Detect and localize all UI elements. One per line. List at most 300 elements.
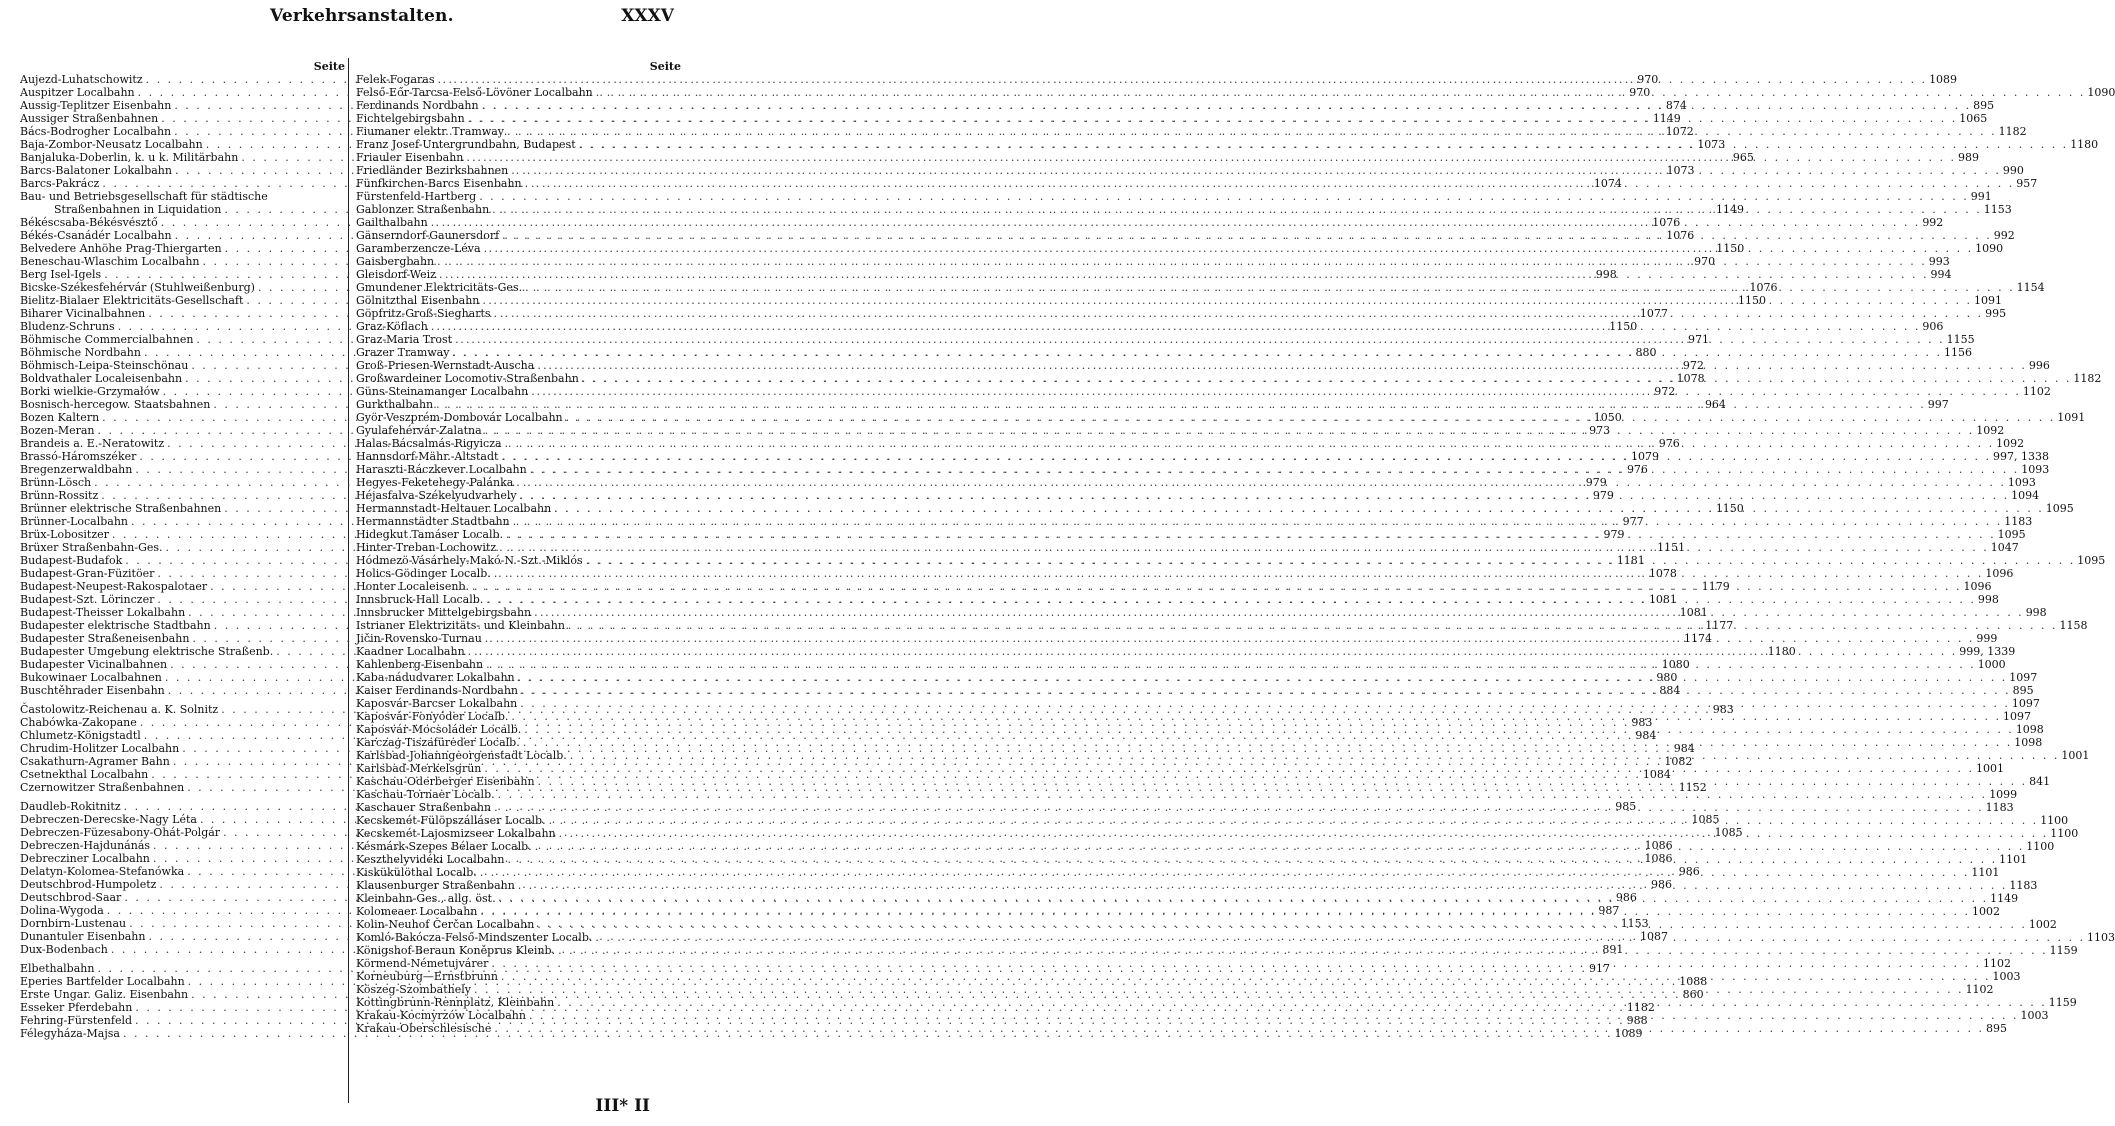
entry-name: Erste Ungar. Galiz. Eisenbahn [20, 988, 189, 1001]
entry-page: 1098 [2014, 736, 2043, 749]
entry-name: Deutschbrod-Humpoletz [20, 878, 157, 891]
dot-leader [465, 645, 1958, 658]
entry-page: 973 [1589, 424, 1611, 437]
entry-name: Korneuburg—Ernstbrunn [356, 970, 498, 983]
entry-name: Göpfritz-Groß-Siegharts [356, 307, 491, 320]
entry-page: 1177 [1705, 619, 1734, 632]
entry-name: Brandeis a. E.-Neratowitz [20, 437, 165, 450]
dot-leader [491, 801, 1984, 814]
dot-leader [428, 320, 1921, 333]
entry-page: 1154 [2016, 281, 2045, 294]
entry-name: Kaba-nádudvarer Lokalbahn [356, 671, 515, 684]
entry-name: Gurkthalbahn [356, 398, 434, 411]
entry-name: Hegyes-Feketehegy-Palánka [356, 476, 514, 489]
dot-leader [505, 853, 1998, 866]
entry-name: Krakau-Kocmyrzów Localbahn [356, 1009, 526, 1022]
entry-page: 1179 [1701, 580, 1730, 593]
entry-page: 998 [1977, 593, 1999, 606]
entry-page: 970 [1629, 86, 1651, 99]
entry-page: 1183 [2004, 515, 2033, 528]
entry-page: 989 [1957, 151, 1979, 164]
entry-name: Budapester Vicinalbahnen [20, 658, 168, 671]
entry-name: Dunantuler Eisenbahn [20, 930, 146, 943]
entry-name: Delatyn-Kolomea-Stefanówka [20, 865, 185, 878]
dot-leader [499, 229, 1992, 242]
entry-page: 1088 [1679, 975, 1708, 988]
entry-name: Dolina-Wygoda [20, 904, 104, 917]
entry-name: Bukowinaer Localbahnen [20, 671, 162, 684]
entry-name: Brüxer Straßenbahn-Ges. [20, 541, 163, 554]
entry-page: 841 [2029, 775, 2051, 788]
dot-leader [491, 567, 1984, 580]
entry-name: Kaschau-Tornaer Localb. [356, 788, 495, 801]
entry-page: 1076 [1666, 229, 1695, 242]
entry-name: Felső-Eőr-Tarcsa-Felső-Lövöner Localbahn [356, 86, 593, 99]
entry-page: 999 [1976, 632, 1998, 645]
entry-page: 895 [2012, 684, 2034, 697]
entry-page: 997, 1338 [1993, 450, 2049, 463]
entry-page: 999, 1339 [1959, 645, 2016, 658]
entry-name: Karlsbad-Merkelsgrün [356, 762, 482, 775]
dot-leader [434, 73, 1927, 86]
entry-page: 1001 [1975, 762, 2004, 775]
entry-page: 1100 [2050, 827, 2079, 840]
entry-name: Aujezd-Luhatschowitz [20, 73, 143, 86]
entry-name: Kahlenberg-Eisenbahn [356, 658, 484, 671]
entry-name: Debreczen-Derecske-Nagy Léta [20, 813, 197, 826]
entry-page: 1073 [1666, 164, 1695, 177]
entry-name: Budapester Straßeneisenbahn [20, 632, 190, 645]
entry-page: 1001 [2061, 749, 2090, 762]
entry-name: Fünfkirchen-Barcs Eisenbahn [356, 177, 522, 190]
entry-name: Békéscsaba-Békésvésztő [20, 216, 158, 229]
entry-name: Kaposvár-Fonyóder Localb. [356, 710, 509, 723]
dot-leader [576, 138, 2069, 151]
dot-leader [534, 918, 2027, 931]
entry-name: Biharer Vicinalbahnen [20, 307, 146, 320]
entry-name: Hermannstadt-Heltauer Localbahn [356, 502, 552, 515]
entry-name: Eperies Bartfelder Localbahn [20, 975, 185, 988]
dot-leader [489, 203, 1982, 216]
entry-page: 1074 [1593, 177, 1622, 190]
dot-leader [534, 359, 2027, 372]
entry-name: Fehring-Fürstenfeld [20, 1014, 133, 1027]
dot-leader [463, 151, 1956, 164]
entry-page: 880 [1635, 346, 1657, 359]
entry-name: Budapest-Budafok [20, 554, 123, 567]
entry-name: Kecskemét-Lajosmizseer Lokalbahn [356, 827, 556, 840]
entry-page: 1159 [2048, 996, 2077, 1009]
entry-page: 1150 [1609, 320, 1638, 333]
dot-leader [513, 476, 2006, 489]
entry-name: Gleisdorf-Weiz [356, 268, 436, 281]
entry-page: 1156 [1944, 346, 1973, 359]
entry-name: Bielitz-Bialaer Elektricitäts-Gesellschaft [20, 294, 244, 307]
entry-page: 1002 [2028, 918, 2057, 931]
column-header: Seite [313, 60, 345, 73]
dot-leader [488, 957, 1981, 970]
dot-leader [531, 606, 2024, 619]
dot-leader [433, 398, 1926, 411]
dot-leader [502, 437, 1995, 450]
entry-page: 1092 [1996, 437, 2025, 450]
entry-page: 874 [1665, 99, 1687, 112]
entry-name: Györ-Veszprém-Dombovár Localbahn [356, 411, 563, 424]
entry-page: 991 [1970, 190, 1992, 203]
entry-name: Kleinbahn-Ges., allg. öst. [356, 892, 496, 905]
entry-page: 1086 [1644, 852, 1673, 865]
dot-leader [496, 892, 1989, 905]
entry-name: Franz Josef-Untergrundbahn, Budapest [356, 138, 576, 151]
entry-name: Bozen-Meran [20, 424, 95, 437]
entry-name: Budapester Umgebung elektrische Straßenb. [20, 645, 274, 658]
dot-leader [522, 281, 2015, 294]
entry-page: 970 [1694, 255, 1716, 268]
entry-page: 1003 [2020, 1009, 2049, 1022]
entry-page: 995 [1985, 307, 2007, 320]
dot-leader [503, 528, 1996, 541]
entry-page: 906 [1922, 320, 1944, 333]
entry-name: Garamberzencze-Léva [356, 242, 481, 255]
entry-name: Aussig-Teplitzer Eisenbahn [20, 99, 172, 112]
entry-name: Graz-Köflach [356, 320, 428, 333]
entry-page: 1080 [1661, 658, 1690, 671]
entry-page: 988 [1626, 1014, 1648, 1027]
entry-name: Köszeg-Szombathely [356, 983, 471, 996]
entry-name: Jičin-Rovensko-Turnau [356, 632, 482, 645]
entry-name: Brünner-Localbahn [20, 515, 129, 528]
entry-name: Gyulafehérvár-Zalatna [356, 424, 482, 437]
entry-page: 1072 [1665, 125, 1694, 138]
entry-name: Fichtelgebirgsbahn [356, 112, 465, 125]
entry-name: Brassó-Háromszéker [20, 450, 137, 463]
entry-page: 1100 [2026, 840, 2055, 853]
entry-page: 971 [1688, 333, 1709, 346]
entry-page: 986 [1651, 878, 1672, 891]
dot-leader [498, 450, 1991, 463]
entry-page: 1150 [1737, 294, 1766, 307]
entry-page: 1090 [2087, 86, 2115, 99]
entry-name: Debreczen-Hajdunánás [20, 839, 151, 852]
dot-leader [517, 489, 2010, 502]
entry-page: 990 [2002, 164, 2024, 177]
dot-leader [479, 294, 1972, 307]
entry-name: Karlsbad-Johanngeorgenstadt Localb. [356, 749, 567, 762]
dot-leader [465, 112, 1958, 125]
entry-page: 1078 [1648, 567, 1677, 580]
entry-page: 972 [1654, 385, 1676, 398]
dot-leader [546, 814, 2039, 827]
entry-name: Félegyháza-Majsa [20, 1027, 120, 1040]
entry-page: 1050 [1593, 411, 1622, 424]
entry-page: 992 [1922, 216, 1944, 229]
entry-page: 976 [1626, 463, 1648, 476]
entry-page: 986 [1615, 891, 1637, 904]
entry-name: Késmárk-Szepes Bélaer Localb. [356, 840, 532, 853]
entry-page: 1102 [1982, 957, 2011, 970]
entry-page: 1102 [2022, 385, 2051, 398]
dot-leader [554, 996, 2047, 1009]
entry-name: Grazer Tramway [356, 346, 450, 359]
entry-page: 957 [2016, 177, 2038, 190]
entry-page: 1003 [1992, 970, 2021, 983]
entry-name: Kaposvár-Mocsoláder Localb. [356, 723, 522, 736]
entry-page: 1155 [1946, 333, 1975, 346]
dot-leader [517, 697, 2010, 710]
entry-page: 1089 [1929, 73, 1958, 86]
entry-name: Bosnisch-hercegow. Staatsbahnen [20, 398, 211, 411]
entry-name: Friedländer Bezirksbahnen [356, 164, 509, 177]
entry-page: 979 [1592, 489, 1614, 502]
entry-page: 1082 [1664, 755, 1693, 768]
dot-leader [563, 411, 2056, 424]
entry-page: 1182 [1626, 1001, 1655, 1014]
entry-name: Budapest-Neupest-Rakospalotaer [20, 580, 208, 593]
entry-page: 1149 [1715, 203, 1744, 216]
entry-page: 996 [2028, 359, 2050, 372]
dot-leader [518, 684, 2011, 697]
entry-name: Kaschau-Oderberger Eisenbahn [356, 775, 535, 788]
dot-leader [508, 164, 2001, 177]
entry-name: Ferdinands Nordbahn [356, 99, 479, 112]
entry-name: Baja-Zombor-Neusatz Localbahn [20, 138, 203, 151]
dot-leader [491, 307, 1984, 320]
dot-leader [527, 463, 2020, 476]
entry-name: Budapest-Gran-Füzitöer [20, 567, 155, 580]
entry-name: Kecskemét-Fülöpszálláser Localb. [356, 814, 546, 827]
entry-page: 1073 [1697, 138, 1726, 151]
entry-page: 1095 [1997, 528, 2026, 541]
entry-name: Kaposvár-Barcser Lokalbahn [356, 697, 518, 710]
entry-page: 1095 [2077, 554, 2106, 567]
entry-name: Aussiger Straßenbahnen [20, 112, 159, 125]
dot-leader [476, 190, 1969, 203]
entry-name: Krakau-Oberschlesische [356, 1022, 492, 1035]
entry-name: Hannsdorf-Mähr.-Altstadt [356, 450, 499, 463]
entry-page: 1085 [1691, 813, 1720, 826]
entry-name: Chrudim-Holitzer Localbahn [20, 742, 180, 755]
entry-page: 1098 [2015, 723, 2044, 736]
entry-name: Großwardeiner Locomotiv-Straßenbahn [356, 372, 579, 385]
entry-name: Böhmische Commercialbahnen [20, 333, 194, 346]
dot-leader [593, 86, 2086, 99]
entry-page: 1102 [1965, 983, 1994, 996]
dot-leader [535, 775, 2028, 788]
entry-name: Brünner elektrische Straßenbahnen [20, 502, 222, 515]
dot-leader [482, 424, 1975, 437]
entry-name: Graz-Maria Trost [356, 333, 453, 346]
entry-name: Gölnitzthal Eisenbahn [356, 294, 480, 307]
entry-name: Istrianer Elektrizitäts- und Kleinbahn [356, 619, 565, 632]
dot-leader [477, 866, 1970, 879]
entry-name: Komló-Bakócza-Felső-Mindszenter Localb. [356, 931, 593, 944]
entry-name: Bau- und Betriebsgesellschaft für städtische [20, 190, 268, 203]
dot-leader [449, 346, 1942, 359]
entry-page: 1092 [1976, 424, 2005, 437]
entry-name: Barcs-Balatoner Lokalbahn [20, 164, 172, 177]
entry-page: 895 [1985, 1022, 2007, 1035]
entry-page: 994 [1930, 268, 1952, 281]
entry-name: Felek-Fogaras [356, 73, 435, 86]
entry-name: Hermannstädter Stadtbahn [356, 515, 510, 528]
dot-leader [469, 580, 1962, 593]
entry-name: Brünn-Lösch [20, 476, 92, 489]
entry-name: Bicske-Székesfehérvár (Stuhlweißenburg) [20, 281, 255, 294]
dot-leader [515, 879, 2008, 892]
entry-name: Berg Isel-Igels [20, 268, 102, 281]
dot-leader [565, 619, 2058, 632]
entry-page: 984 [1635, 729, 1657, 742]
entry-page: 1091 [2057, 411, 2086, 424]
entry-name: Brünn-Rossitz [20, 489, 99, 502]
entry-page: 917 [1589, 962, 1611, 975]
entry-page: 860 [1682, 988, 1704, 1001]
entry-name: Belvedere Anhöhe Prag-Thiergarten [20, 242, 222, 255]
entry-name: Böhmisch-Leipa-Steinschönau [20, 359, 189, 372]
entry-page: 970 [1637, 73, 1659, 86]
entry-page: 1180 [1767, 645, 1796, 658]
column-header: Seite [649, 60, 681, 73]
dot-leader [520, 736, 2013, 749]
entry-name: Budapest-Szt. Lörinczer [20, 593, 155, 606]
dot-leader [491, 1022, 1984, 1035]
dot-leader [452, 333, 1945, 346]
entry-page: 998 [1595, 268, 1617, 281]
index-entry [356, 190, 1992, 203]
entry-page: 1093 [2007, 476, 2036, 489]
entry-page: 1153 [1983, 203, 2012, 216]
entry-page: 964 [1704, 398, 1726, 411]
dot-leader [556, 827, 2049, 840]
entry-page: 1081 [1648, 593, 1677, 606]
entry-name: Kiskükülöthal Localb. [356, 866, 477, 879]
entry-name: Dux-Bodenbach [20, 943, 108, 956]
index-entry [356, 788, 2018, 801]
entry-page: 998 [2025, 606, 2047, 619]
entry-name: Barcs-Pakrácz [20, 177, 100, 190]
entry-name: Esseker Pferdebahn [20, 1001, 133, 1014]
entry-page: 987 [1598, 904, 1620, 917]
dot-leader [510, 515, 2003, 528]
entry-name: Gablonzer Straßenbahn [356, 203, 490, 216]
entry-name: Brüx-Lobositzer [20, 528, 109, 541]
entry-page: 1182 [1998, 125, 2027, 138]
entry-page: 986 [1678, 865, 1700, 878]
entry-page: 1149 [1990, 892, 2019, 905]
entry-page: 884 [1659, 684, 1681, 697]
entry-name: Csakathurn-Agramer Bahn [20, 755, 170, 768]
entry-page: 993 [1928, 255, 1950, 268]
entry-name: Chlumetz-Königstadtl [20, 729, 141, 742]
entry-name: Debreczen-Füzesabony-Ohát-Polgár [20, 826, 221, 839]
entry-page: 965 [1732, 151, 1754, 164]
entry-name: Auspitzer Localbahn [20, 86, 135, 99]
entry-name: Haraszti-Ráczkever Localbahn [356, 463, 527, 476]
signature-mark: III* II [595, 1096, 650, 1116]
entry-name: Beneschau-Wlaschim Localbahn [20, 255, 200, 268]
entry-page: 1095 [2045, 502, 2074, 515]
dot-leader [471, 983, 1964, 996]
entry-name: Körmend-Németujvárer [356, 957, 489, 970]
entry-name: Chabówka-Zakopane [20, 716, 137, 729]
entry-name: Fiumaner elektr. Tramway [356, 125, 505, 138]
entry-page: 1183 [1985, 801, 2014, 814]
entry-page: 1002 [1971, 905, 2000, 918]
entry-name: Böhmische Nordbahn [20, 346, 141, 359]
entry-name: Budapest-Theisser Lokalbahn [20, 606, 186, 619]
entry-name: Buschtěhrader Eisenbahn [20, 684, 165, 697]
entry-name: Budapester elektrische Stadtbahn [20, 619, 211, 632]
entry-page: 1086 [1644, 839, 1673, 852]
entry-name: Borki wielkie-Grzymałów [20, 385, 160, 398]
entry-name: Friauler Eisenbahn [356, 151, 464, 164]
dot-leader [436, 268, 1929, 281]
entry-name: Keszthelyvidéki Localbahn [356, 853, 505, 866]
entry-name: Gänserndorf-Gaunersdorf [356, 229, 500, 242]
entry-page: 985 [1615, 800, 1637, 813]
entry-page: 1084 [1642, 768, 1671, 781]
entry-page: 891 [1602, 943, 1624, 956]
entry-page: 1076 [1749, 281, 1778, 294]
entry-name: Gailthalbahn [356, 216, 428, 229]
entry-name: Innsbruck-Hall Localb. [356, 593, 484, 606]
entry-name: Groß-Priesen-Wernstadt-Auscha [356, 359, 535, 372]
entry-name: Hidegkut Tamáser Localb. [356, 528, 504, 541]
index-entry [20, 190, 346, 203]
entry-page: 1097 [2003, 710, 2031, 723]
entry-page: 1097 [2011, 697, 2040, 710]
entry-page: 1089 [1614, 1027, 1643, 1040]
entry-page: 1159 [2049, 944, 2078, 957]
entry-name: Kaadner Localbahn [356, 645, 465, 658]
entry-name: Halas-Bácsalmás-Rigyicza [356, 437, 502, 450]
entry-page: 1150 [1716, 242, 1745, 255]
entry-page: 1091 [1973, 294, 2002, 307]
entry-name: Bács-Bodrogher Localbahn [20, 125, 172, 138]
entry-page: 1093 [2021, 463, 2050, 476]
entry-page: 984 [1673, 742, 1695, 755]
entry-page: 983 [1631, 716, 1653, 729]
entry-page: 1000 [1977, 658, 2006, 671]
entry-page: 979 [1585, 476, 1607, 489]
dot-leader [477, 905, 1970, 918]
entry-page: 1096 [1963, 580, 1992, 593]
dot-leader [482, 632, 1975, 645]
dot-leader [555, 944, 2048, 957]
entry-page: 1090 [1975, 242, 2004, 255]
entry-page: 1065 [1959, 112, 1988, 125]
entry-name: Klausenburger Straßenbahn [356, 879, 515, 892]
page-title: Verkehrsanstalten. [270, 6, 454, 26]
dot-leader [583, 554, 2076, 567]
entry-page: 1085 [1714, 826, 1743, 839]
dot-leader [515, 671, 2008, 684]
dot-leader [551, 502, 2044, 515]
entry-page: 1150 [1715, 502, 1744, 515]
entry-name: Güns-Steinamanger Localbahn [356, 385, 529, 398]
entry-page: 1152 [1678, 781, 1707, 794]
entry-name: Fürstenfeld-Hartberg [356, 190, 477, 203]
dot-leader [483, 593, 1976, 606]
entry-page: 972 [1682, 359, 1704, 372]
dot-leader [508, 710, 2001, 723]
entry-page: 1158 [2059, 619, 2088, 632]
entry-name: Hinter-Treban-Lochowitz [356, 541, 497, 554]
entry-name: Karczag-Tiszafüreder Localb. [356, 736, 520, 749]
entry-page: 1181 [1616, 554, 1645, 567]
entry-page: 1180 [2070, 138, 2099, 151]
entry-page: 1094 [2011, 489, 2040, 502]
